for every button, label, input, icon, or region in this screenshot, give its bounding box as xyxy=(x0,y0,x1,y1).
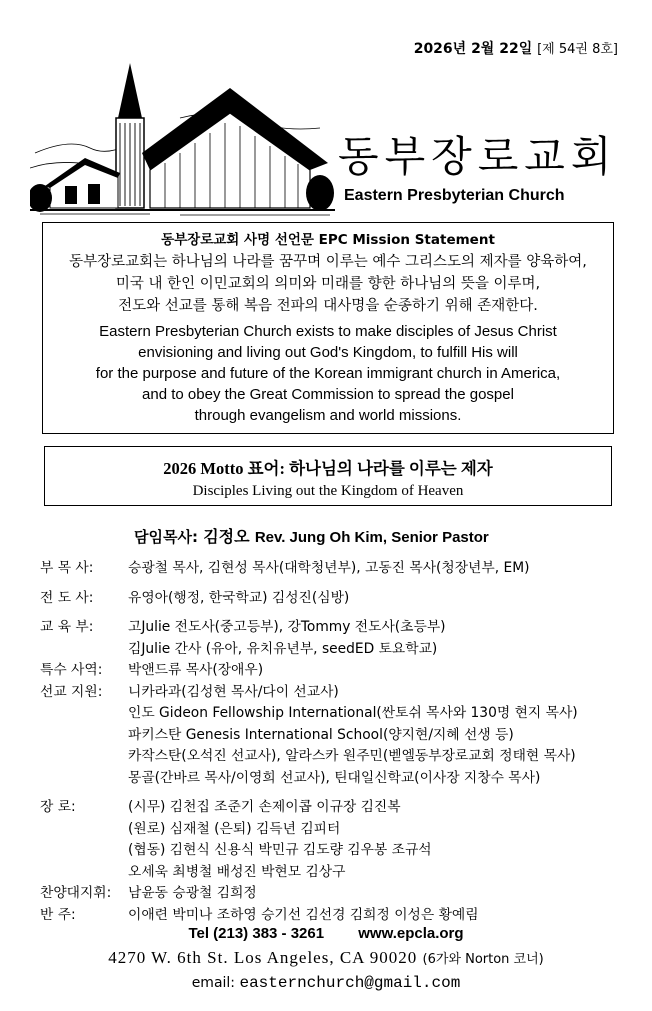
staff-value: 니카라과(김성현 목사/다이 선교사) xyxy=(128,683,339,700)
staff-label: 선교 지원: xyxy=(40,683,103,700)
senior-pastor-name-en: Rev. Jung Oh Kim, Senior Pastor xyxy=(254,529,489,546)
staff-value: 김Julie 간사 (유아, 유치유년부, seedED 토요학교) xyxy=(128,640,438,657)
staff-value: 인도 Gideon Fellowship International(싼토쉬 목사와 130명 현지 목사) xyxy=(128,705,578,721)
church-name-english: Eastern Presbyterian Church xyxy=(344,187,565,204)
address-note: (6가와 Norton 코너) xyxy=(422,952,544,967)
church-name-korean: 동부장로교회 xyxy=(338,132,618,181)
staff-value: (협동) 김현식 신용식 박민규 김도량 김우봉 조규석 xyxy=(128,842,432,858)
staff-row-associate-pastors xyxy=(40,558,640,580)
staff-value: 박앤드류 목사(장애우) xyxy=(128,662,264,678)
staff-row-elders xyxy=(40,797,640,883)
staff-row-special-ministry xyxy=(40,660,640,682)
staff-value: (시무) 김천집 조준기 손제이콥 이규장 김진복 xyxy=(128,799,401,815)
phone-number: Tel (213) 383 - 3261 xyxy=(188,925,325,942)
mission-en-line: through evangelism and world missions. xyxy=(194,407,462,424)
staff-value: 파키스탄 Genesis International School(양지현/지혜 선생 등) xyxy=(128,726,514,743)
mission-english xyxy=(43,321,613,426)
email-label: email: xyxy=(191,975,236,991)
mission-en-line: envisioning and living out God's Kingdom, to fulfill His will xyxy=(138,344,518,361)
senior-pastor-label: 담임목사: xyxy=(134,528,198,546)
staff-label: 반 주: xyxy=(40,906,76,923)
motto-english: Disciples Living out the Kingdom of Heaven xyxy=(192,483,464,499)
mission-ko-line: 동부장로교회는 하나님의 나라를 꿈꾸며 이루는 예수 그리스도의 제자를 양육하여, xyxy=(69,254,587,270)
mission-korean xyxy=(43,251,613,317)
staff-row-choir-directors xyxy=(40,883,640,905)
staff-value: 유영아(행정, 한국학교) 김성진(심방) xyxy=(128,589,350,606)
staff-label: 장 로: xyxy=(40,799,76,815)
motto-korean: 2026 Motto 표어: 하나님의 나라를 이루는 제자 xyxy=(163,459,493,478)
staff-value: 승광철 목사, 김현성 목사(대학청년부), 고동진 목사(청장년부, EM) xyxy=(128,560,530,576)
staff-label: 교 육 부: xyxy=(40,619,94,635)
staff-value: 오세욱 최병철 배성진 박현모 김상구 xyxy=(128,863,346,880)
senior-pastor xyxy=(134,524,489,547)
mission-en-line: Eastern Presbyterian Church exists to make disciples of Jesus Christ xyxy=(99,323,557,340)
staff-directory xyxy=(40,558,640,926)
staff-row-evangelists xyxy=(40,588,640,610)
staff-row-accompanists xyxy=(40,905,640,927)
mission-statement-box xyxy=(42,222,614,434)
staff-value: 몽골(간바르 목사/이영희 선교사), 틴대일신학교(이사장 지창수 목사) xyxy=(128,769,541,786)
staff-row-education xyxy=(40,617,640,660)
staff-label: 부 목 사: xyxy=(40,560,94,576)
email-link[interactable]: easternchurch@gmail.com xyxy=(239,974,461,992)
mission-heading: 동부장로교회 사명 선언문 EPC Mission Statement xyxy=(161,232,495,248)
contact-info xyxy=(0,925,652,992)
street-address: 4270 W. 6th St. Los Angeles, CA 90020 xyxy=(108,948,418,967)
staff-value: 카작스탄(오석진 선교사), 알라스카 원주민(벧엘동부장로교회 정태현 목사) xyxy=(128,748,576,764)
staff-label: 찬양대지휘: xyxy=(40,885,112,901)
mission-ko-line: 전도와 선교를 통해 복음 전파의 대사명을 순종하기 위해 존재한다. xyxy=(118,298,538,314)
motto-box xyxy=(44,446,612,506)
mission-en-line: and to obey the Great Commission to spread the gospel xyxy=(142,386,514,403)
mission-ko-line: 미국 내 한인 이민교회의 의미와 미래를 향한 하나님의 뜻을 이루며, xyxy=(115,276,541,292)
staff-label: 특수 사역: xyxy=(40,662,103,678)
staff-row-missions xyxy=(40,682,640,790)
staff-value: 고Julie 전도사(중고등부), 강Tommy 전도사(초등부) xyxy=(128,619,446,635)
senior-pastor-name-ko: 김정오 xyxy=(203,527,250,546)
issue-number: [제 54권 8호] xyxy=(537,42,618,57)
church-illustration xyxy=(30,58,335,218)
staff-value: 남윤동 승광철 김희정 xyxy=(128,885,257,901)
bulletin-date xyxy=(414,38,618,58)
website-link[interactable]: www.epcla.org xyxy=(358,925,464,942)
staff-label: 전 도 사: xyxy=(40,589,94,606)
staff-value: 이애련 박미나 조하영 승기선 김선경 김희정 이성은 황예림 xyxy=(128,906,479,923)
mission-en-line: for the purpose and future of the Korean immigrant church in America, xyxy=(95,365,561,382)
date-text: 2026년 2월 22일 xyxy=(413,41,533,57)
staff-value: (원로) 심재철 (은퇴) 김득년 김피터 xyxy=(128,820,341,837)
